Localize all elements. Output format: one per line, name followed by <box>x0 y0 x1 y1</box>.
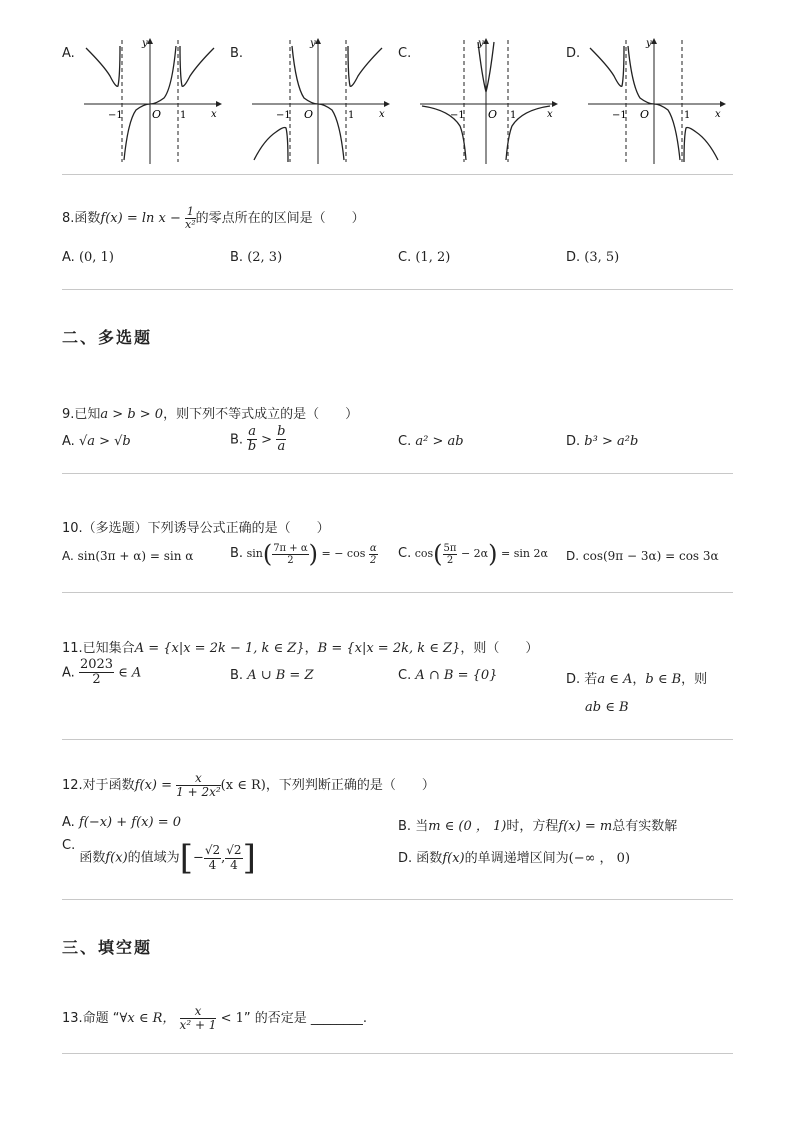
graph-a-origin: O <box>152 108 162 121</box>
q8-option-a[interactable]: A. (0, 1) <box>62 250 114 265</box>
graph-b-tick-pos: 1 <box>348 110 355 121</box>
q10-option-c[interactable]: C. cos( $\frac{5\pi}{2}$ − 2α) = sin 2α <box>398 540 548 568</box>
divider <box>62 174 733 175</box>
question-12-stem: 12.对于函数f(x) = $\frac{x}{\text{1 + 2x²}}$ (x ∈ R)，下列判断正确的是（ ） <box>62 771 435 800</box>
question-8-stem: 8.函数f(x) = ln x − $\frac{1}{\text{x²}}$ 的零点所在的区间是（ ） <box>62 205 365 232</box>
graph-a-x-label: x <box>211 109 217 120</box>
divider <box>62 473 733 474</box>
graph-b-tick-neg: −1 <box>276 110 291 121</box>
graph-c-y-label: y <box>478 38 484 49</box>
q8-option-b[interactable]: B. (2, 3) <box>230 250 283 265</box>
q10-option-b[interactable]: B. sin( $\frac{7\pi + \alpha}{2}$ ) = − cos $\frac{\alpha}{2}$ <box>230 540 377 568</box>
q11-option-c[interactable]: C. A ∩ B = {0} <box>398 668 498 683</box>
graph-d <box>588 36 728 164</box>
graph-c-x-label: x <box>547 109 553 120</box>
graph-c-tick-neg: −1 <box>450 110 465 121</box>
divider <box>62 1053 733 1054</box>
graph-d-x-label: x <box>715 109 721 120</box>
graph-c-tick-pos: 1 <box>510 110 517 121</box>
q9-option-b[interactable]: B. $\frac{a}{b}$ > $\frac{b}{a}$ <box>230 424 286 455</box>
question-10-stem: 10.（多选题）下列诱导公式正确的是（ ） <box>62 521 330 536</box>
graph-d-tick-neg: −1 <box>612 110 627 121</box>
q9-option-a[interactable]: A. √a > √b <box>62 434 131 449</box>
q8-option-d[interactable]: D. (3, 5) <box>566 250 620 265</box>
q11-option-d[interactable]: D. 若a ∈ A，b ∈ B，则 <box>566 672 708 687</box>
graph-a-y-label: y <box>142 38 148 49</box>
q12-option-d[interactable]: D. 函数f(x)的单调递增区间为(−∞ ， 0) <box>398 851 631 866</box>
graph-d-origin: O <box>640 108 650 121</box>
graph-a-tick-neg: −1 <box>108 110 123 121</box>
q8-option-c[interactable]: C. (1, 2) <box>398 250 451 265</box>
graph-b <box>252 36 392 164</box>
graph-d-y-label: y <box>646 38 652 49</box>
q10-option-d[interactable]: D. cos(9π − 3α) = cos 3α <box>566 549 719 563</box>
q10-option-a[interactable]: A. sin(3π + α) = sin α <box>62 549 194 563</box>
divider <box>62 289 733 290</box>
question-13-stem: 13.命题 “∀x ∈ R， $\frac{x}{\text{x² + 1}}$ < 1” 的否定是 ________. <box>62 1004 368 1033</box>
q7-option-d-label: D. <box>566 46 581 61</box>
q7-option-b-label: B. <box>230 46 244 61</box>
q12-option-a[interactable]: A. f(−x) + f(x) = 0 <box>62 815 181 830</box>
graph-d-tick-pos: 1 <box>684 110 691 121</box>
question-9-stem: 9.已知a > b > 0，则下列不等式成立的是（ ） <box>62 407 359 422</box>
q9-option-c[interactable]: C. a² > ab <box>398 434 464 449</box>
q7-option-c-label: C. <box>398 46 412 61</box>
q11-option-d-line2: ab ∈ B <box>585 700 629 715</box>
graph-b-origin: O <box>304 108 314 121</box>
q11-option-b[interactable]: B. A ∪ B = Z <box>230 668 314 683</box>
q12-option-b[interactable]: B. 当m ∈ (0 ， 1)时，方程f(x) = m总有实数解 <box>398 819 678 834</box>
q11-option-a[interactable]: A. $\frac{2023}{2}$ ∈ A <box>62 657 142 688</box>
graph-a <box>84 36 224 164</box>
question-11-stem: 11.已知集合A = {x|x = 2k − 1, k ∈ Z}，B = {x|x = 2k, k ∈ Z}，则（ ） <box>62 641 539 656</box>
graph-c <box>420 36 560 164</box>
q12-option-c[interactable]: C. 函数f(x)的值域为[− $\frac{√2}{4}$ , $\frac{√2}{4}$ ] <box>62 838 256 878</box>
divider <box>62 592 733 593</box>
graph-b-x-label: x <box>379 109 385 120</box>
q7-option-a-label: A. <box>62 46 75 61</box>
graph-a-tick-pos: 1 <box>180 110 187 121</box>
divider <box>62 899 733 900</box>
q9-option-d[interactable]: D. b³ > a²b <box>566 434 639 449</box>
answer-blank[interactable]: ________ <box>310 1011 363 1027</box>
section-heading-fill-in: 三、填空题 <box>62 938 153 957</box>
section-heading-multiple-choice: 二、多选题 <box>62 328 153 347</box>
graph-c-origin: O <box>488 108 498 121</box>
divider <box>62 739 733 740</box>
graph-b-y-label: y <box>310 38 316 49</box>
